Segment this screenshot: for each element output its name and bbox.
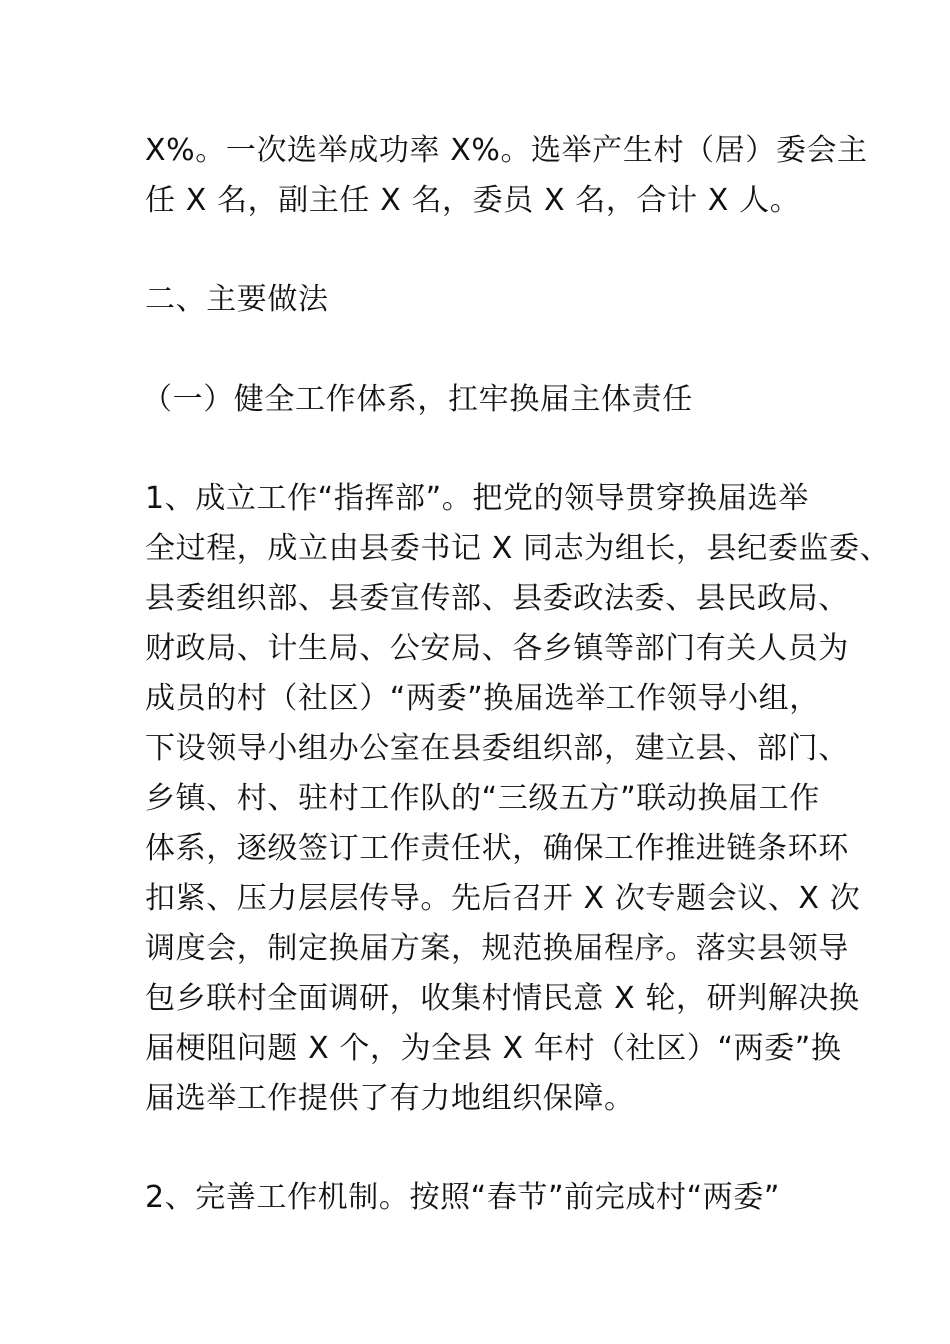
- paragraph-line: X%。一次选举成功率 X%。选举产生村（居）委会主: [145, 133, 868, 168]
- paragraph-line: 下设领导小组办公室在县委组织部，建立县、部门、: [145, 731, 849, 766]
- paragraph-line: 县委组织部、县委宣传部、县委政法委、县民政局、: [145, 581, 849, 616]
- paragraph-line: 包乡联村全面调研，收集村情民意 X 轮，研判解决换: [145, 981, 860, 1016]
- paragraph-line: 届梗阻问题 X 个，为全县 X 年村（社区）“两委”换: [145, 1031, 842, 1066]
- paragraph-line: 财政局、计生局、公安局、各乡镇等部门有关人员为: [145, 631, 849, 666]
- paragraph-line: 2、完善工作机制。按照“春节”前完成村“两委”: [145, 1180, 781, 1215]
- paragraph-line: 全过程，成立由县委书记 X 同志为组长，县纪委监委、: [145, 531, 891, 566]
- subsection-heading: （一）健全工作体系，扛牢换届主体责任: [142, 382, 693, 417]
- paragraph-line: 调度会，制定换届方案，规范换届程序。落实县领导: [145, 931, 849, 966]
- paragraph-line: 体系，逐级签订工作责任状，确保工作推进链条环环: [145, 831, 849, 866]
- paragraph-line: 乡镇、村、驻村工作队的“三级五方”联动换届工作: [145, 781, 820, 816]
- paragraph-line: 扣紧、压力层层传导。先后召开 X 次专题会议、X 次: [145, 881, 861, 916]
- paragraph-line: 任 X 名，副主任 X 名，委员 X 名，合计 X 人。: [145, 183, 801, 218]
- paragraph-line: 1、成立工作“指挥部”。把党的领导贯穿换届选举: [145, 481, 809, 516]
- paragraph-line: 届选举工作提供了有力地组织保障。: [145, 1081, 635, 1116]
- section-heading: 二、主要做法: [145, 282, 329, 317]
- paragraph-line: 成员的村（社区）“两委”换届选举工作领导小组，: [145, 681, 820, 716]
